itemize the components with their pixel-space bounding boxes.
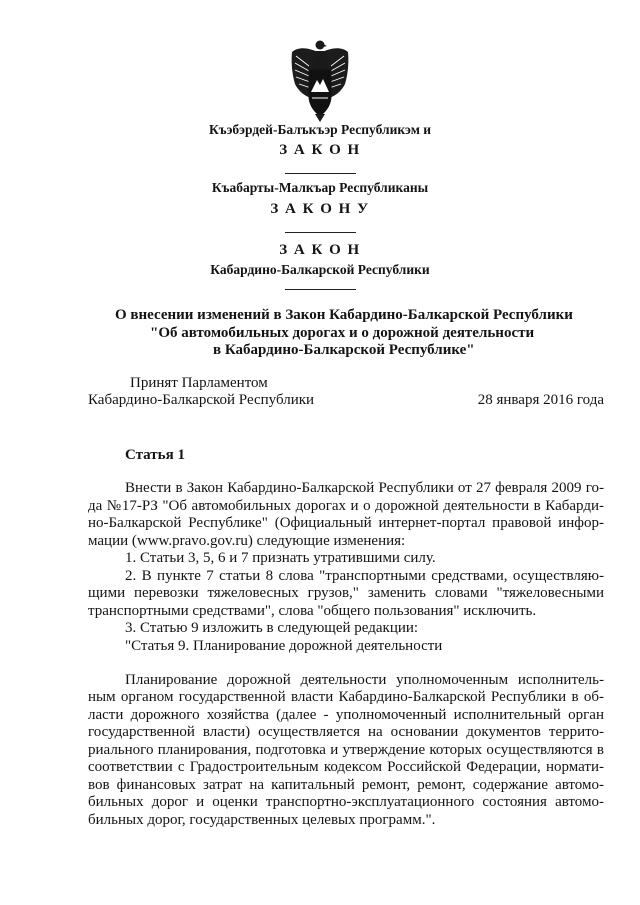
balkar-law-heading: З А К О Н У <box>270 201 370 217</box>
list-item: 3. Статью 9 изложить в следующей редакции: <box>125 620 419 636</box>
paragraph-line: соответствии с Градостроительным кодексом Российской Федерации, нормати- <box>88 759 604 775</box>
paragraph-line: щими перевозки тяжеловесных грузов," заменить словами "тяжеловесными <box>88 585 604 601</box>
adoption-body-line: Принят Парламентом <box>130 375 268 391</box>
paragraph-line: но-Балкарской Республике" (Официальный интернет-портал правовой инфор- <box>88 515 604 531</box>
document-title-line: О внесении изменений в Закон Кабардино-Балкарской Республики <box>115 307 573 323</box>
document-title-line: в Кабардино-Балкарской Республике" <box>213 342 475 358</box>
paragraph-line: транспортными средствами", слова "общего пользования" исключить. <box>88 603 537 619</box>
paragraph-line: Планирование дорожной деятельности уполномоченным исполнитель- <box>125 672 604 688</box>
paragraph-line: мации (www.pravo.gov.ru) следующие изменения: <box>88 533 406 549</box>
list-item: 2. В пункте 7 статьи 8 слова "транспортными средствами, осуществляю- <box>125 568 604 584</box>
list-item: 1. Статьи 3, 5, 6 и 7 признать утратившими силу. <box>125 550 436 566</box>
adoption-date: 28 января 2016 года <box>477 392 604 408</box>
kabardian-republic-name: Къэбэрдей-Балъкъэр Республикэм и <box>208 122 432 137</box>
paragraph-line: ласти дорожного хозяйства (далее - уполномоченный исполнительный орган <box>88 707 604 723</box>
balkar-republic-name: Къабарты-Малкъар Республиканы <box>211 180 429 195</box>
document-title-line: "Об автомобильных дорогах и о дорожной деятельности <box>150 325 535 341</box>
paragraph-line: бильных дорог и оценки транспортно-эксплуатационного состояния автомо- <box>88 794 604 810</box>
coat-of-arms-icon <box>289 36 351 122</box>
paragraph-line: бильных дорог, государственных целевых программ.". <box>88 812 436 828</box>
divider-line <box>285 173 356 174</box>
paragraph-line: вов финансовых затрат на капитальный ремонт, ремонт, содержание автомо- <box>88 777 604 793</box>
russian-republic-name: Кабардино-Балкарской Республики <box>210 262 430 277</box>
paragraph-line: да №17-РЗ "Об автомобильных дорогах и о дорожной деятельности в Кабарди- <box>88 498 604 514</box>
divider-line <box>285 232 356 233</box>
divider-line <box>285 289 356 290</box>
quoted-article-heading: "Статья 9. Планирование дорожной деятельности <box>125 638 443 654</box>
kabardian-law-heading: З А К О Н <box>279 142 361 158</box>
paragraph-line: государственной власти) осуществляется на основании документов террито- <box>88 724 604 740</box>
adoption-body-line: Кабардино-Балкарской Республики <box>88 392 315 408</box>
paragraph-line: риального планирования, подготовка и утверждение которых осуществляются в <box>88 742 604 758</box>
article-heading: Статья 1 <box>125 447 185 463</box>
paragraph-line: ным органом государственной власти Кабардино-Балкарской Республики в об- <box>88 689 604 705</box>
russian-law-heading: З А К О Н <box>279 242 361 258</box>
paragraph-line: Внести в Закон Кабардино-Балкарской Республики от 27 февраля 2009 го- <box>125 480 604 496</box>
